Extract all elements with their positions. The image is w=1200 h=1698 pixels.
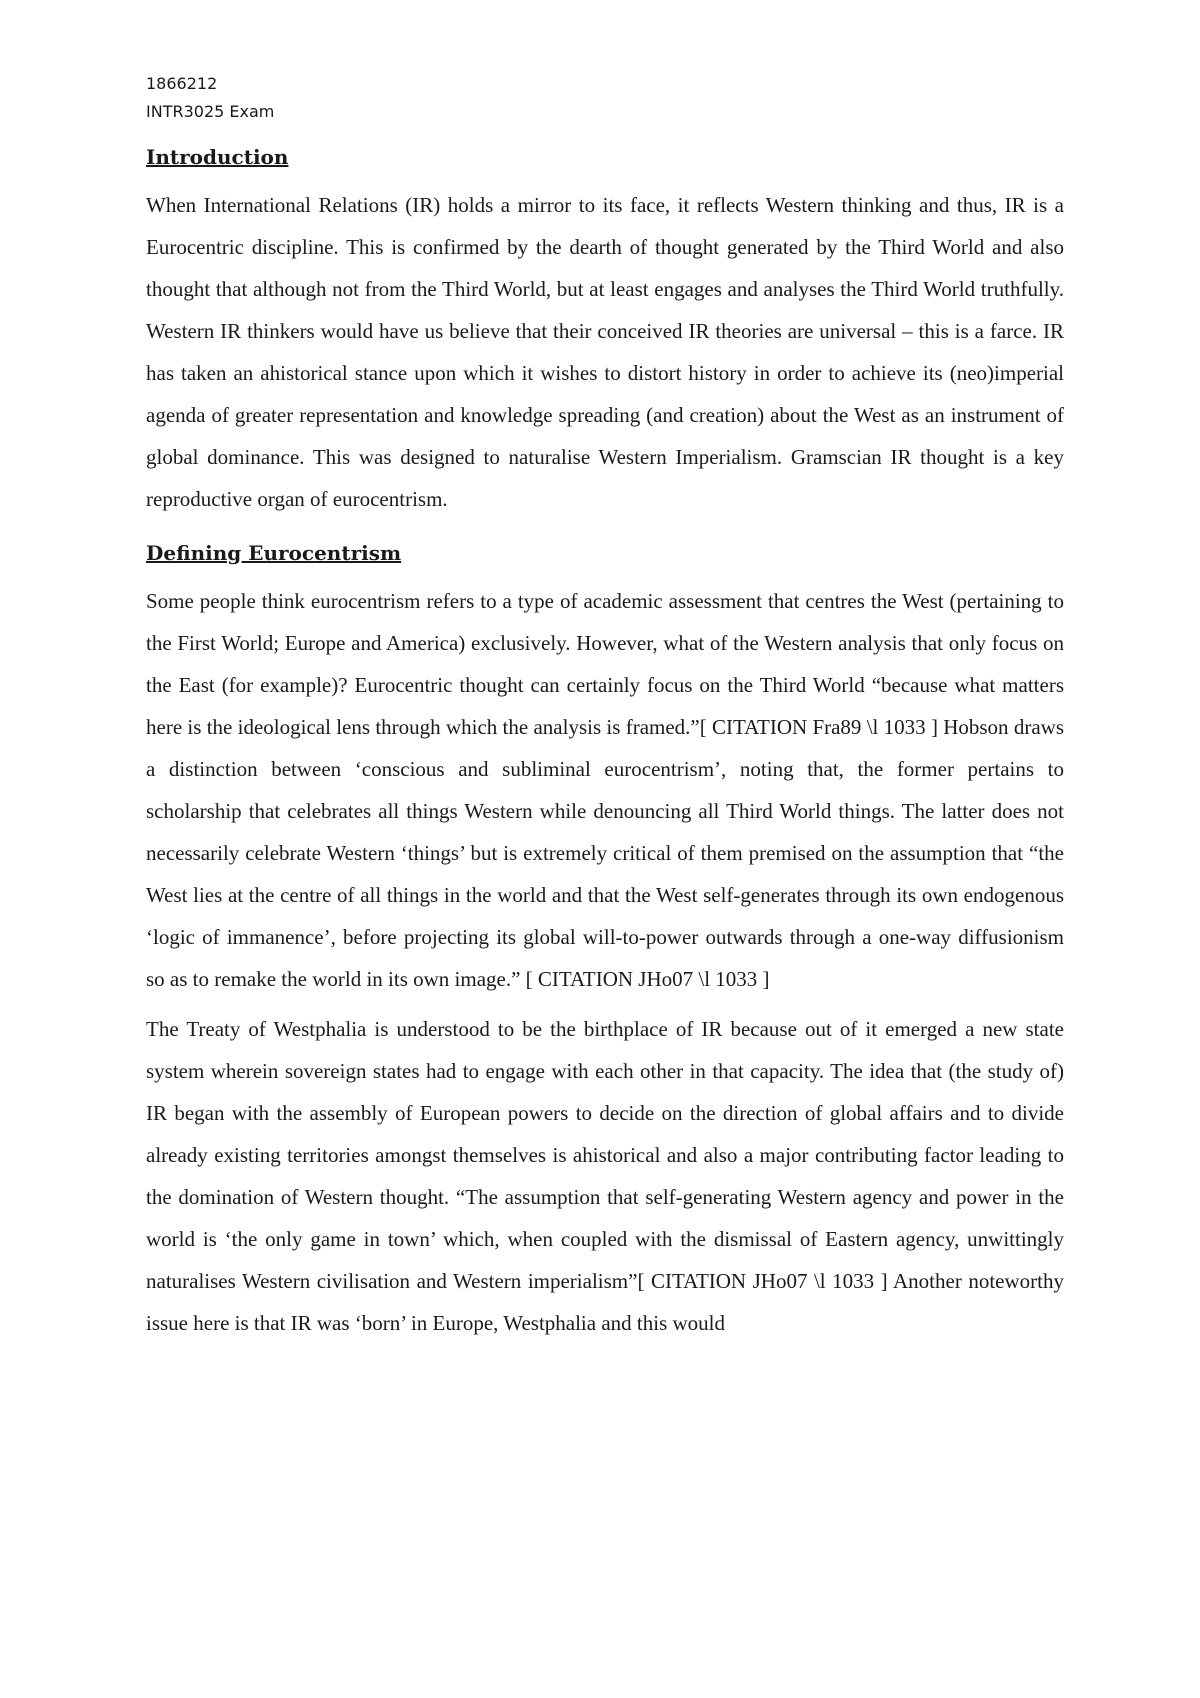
student-id: 1866212 [146, 74, 218, 93]
introduction-paragraph: When International Relations (IR) holds a mirror to its face, it reflects Western thinking and thus, IR is a Eurocentric discipline. This is confirmed by the dearth of thought generated by the Third World and also thought that although not from the Third World, but at least engages and analyses the Third World truthfully. Western IR thinkers would have us believe that their conceived IR theories are universal – this is a farce. IR has taken an ahistorical stance upon which it wishes to distort history in order to achieve its (neo)imperial agenda of greater representation and knowledge spreading (and creation) about the West as an instrument of global dominance. This was designed to naturalise Western Imperialism. Gramscian IR thought is a key reproductive organ of eurocentrism. [146, 193, 1064, 511]
document-page [146, 70, 1064, 1352]
introduction-heading: Introduction [146, 145, 289, 169]
defining-eurocentrism-heading: Defining Eurocentrism [146, 541, 402, 565]
defining-paragraph-1: Some people think eurocentrism refers to a type of academic assessment that centres the West (pertaining to the First World; Europe and America) exclusively. However, what of the Western analysis that only focus on the East (for example)? Eurocentric thought can certainly focus on the Third World “because what matters here is the ideological lens through which the analysis is framed.”[ CITATION Fra89 \l 1033 ] Hobson draws a distinction between ‘conscious and subliminal eurocentrism’, noting that, the former pertains to scholarship that celebrates all things Western while denouncing all Third World things. The latter does not necessarily celebrate Western ‘things’ but is extremely critical of them premised on the assumption that “the West lies at the centre of all things in the world and that the West self-generates through its own endogenous ‘logic of immanence’, before projecting its global will-to-power outwards through a one-way diffusionism so as to remake the world in its own image.” [ CITATION JHo07 \l 1033 ] [146, 589, 1064, 991]
defining-paragraph-2: The Treaty of Westphalia is understood to be the birthplace of IR because out of it emerged a new state system wherein sovereign states had to engage with each other in that capacity. The idea that (the study of) IR began with the assembly of European powers to decide on the direction of global affairs and to divide already existing territories amongst themselves is ahistorical and also a major contributing factor leading to the domination of Western thought. “The assumption that self-generating Western agency and power in the world is ‘the only game in town’ which, when coupled with the dismissal of Eastern agency, unwittingly naturalises Western civilisation and Western imperialism”[ CITATION JHo07 \l 1033 ] Another noteworthy issue here is that IR was ‘born’ in Europe, Westphalia and this would [146, 1017, 1064, 1335]
exam-title: INTR3025 Exam [146, 102, 275, 121]
